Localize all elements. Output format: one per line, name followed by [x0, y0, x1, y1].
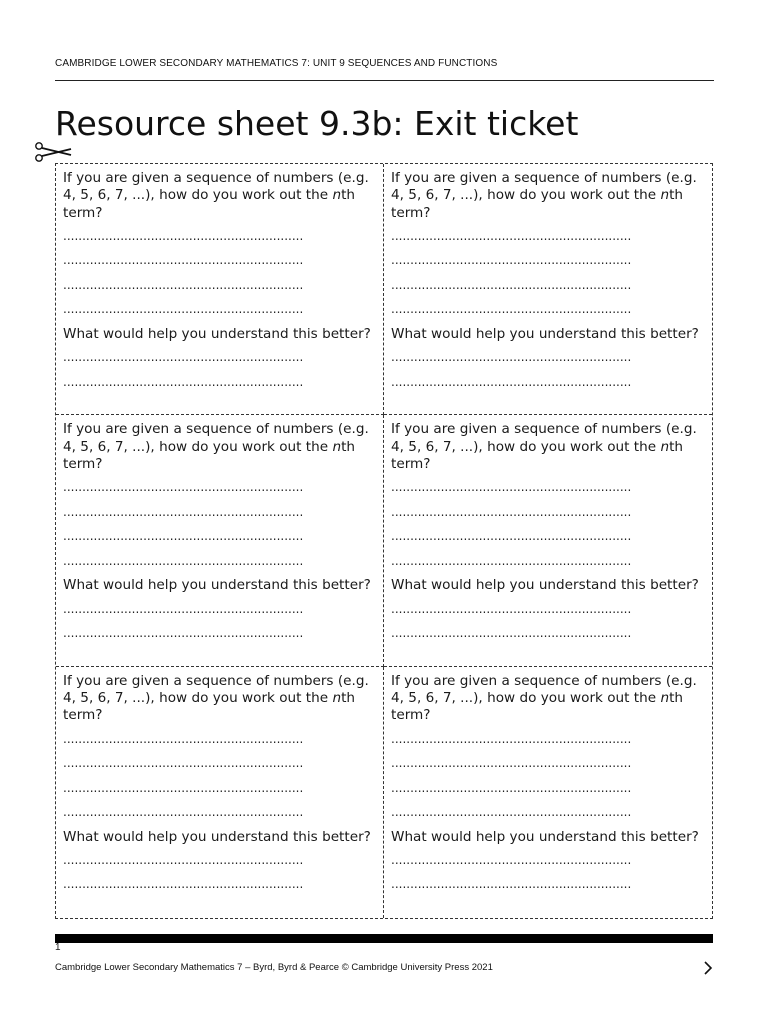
- page-title: Resource sheet 9.3b: Exit ticket: [55, 104, 579, 143]
- scissors-icon: [33, 140, 73, 164]
- exit-ticket: [384, 667, 712, 918]
- answer-line[interactable]: ...............................................................: [391, 350, 632, 365]
- exit-ticket: [384, 164, 712, 415]
- answer-line[interactable]: ...............................................................: [63, 626, 304, 641]
- page-corner-chevron-icon: [702, 960, 714, 976]
- help-question: What would help you understand this better?: [391, 577, 699, 594]
- answer-line[interactable]: ...............................................................: [63, 601, 304, 616]
- answer-line[interactable]: ...............................................................: [63, 228, 304, 243]
- answer-line[interactable]: ...............................................................: [391, 529, 632, 544]
- answer-line[interactable]: ...............................................................: [391, 756, 632, 771]
- answer-line[interactable]: ...............................................................: [391, 253, 632, 268]
- sequence-question: If you are given a sequence of numbers (e.g. 4, 5, 6, 7, ...), how do you work out the nth term?: [63, 421, 369, 472]
- sequence-question: If you are given a sequence of numbers (e.g. 4, 5, 6, 7, ...), how do you work out the nth term?: [391, 170, 697, 221]
- answer-line[interactable]: ...............................................................: [391, 302, 632, 317]
- footer-credit: Cambridge Lower Secondary Mathematics 7 – Byrd, Byrd & Pearce © Cambridge University Press 2021: [55, 962, 493, 973]
- header-rule: [55, 80, 714, 81]
- sequence-question: If you are given a sequence of numbers (e.g. 4, 5, 6, 7, ...), how do you work out the nth term?: [391, 421, 697, 472]
- answer-line[interactable]: ...............................................................: [63, 302, 304, 317]
- exit-ticket: [56, 164, 384, 415]
- footer-bar: [55, 934, 713, 943]
- answer-line[interactable]: ...............................................................: [391, 626, 632, 641]
- answer-line[interactable]: ...............................................................: [63, 350, 304, 365]
- exit-ticket-grid: [55, 163, 713, 919]
- answer-line[interactable]: ...............................................................: [391, 805, 632, 820]
- exit-ticket: [56, 667, 384, 918]
- answer-line[interactable]: ...............................................................: [63, 731, 304, 746]
- help-question: What would help you understand this better?: [391, 325, 699, 342]
- answer-line[interactable]: ...............................................................: [63, 374, 304, 389]
- help-question: What would help you understand this better?: [63, 828, 371, 845]
- sequence-question: If you are given a sequence of numbers (e.g. 4, 5, 6, 7, ...), how do you work out the nth term?: [63, 672, 369, 724]
- answer-line[interactable]: ...............................................................: [391, 877, 632, 892]
- answer-line[interactable]: ...............................................................: [391, 731, 632, 746]
- page-number: 1: [55, 942, 61, 953]
- answer-line[interactable]: ...............................................................: [63, 780, 304, 795]
- answer-line[interactable]: ...............................................................: [63, 529, 304, 544]
- answer-line[interactable]: ...............................................................: [391, 277, 632, 292]
- help-question: What would help you understand this better?: [391, 828, 699, 845]
- help-question: What would help you understand this better?: [63, 325, 371, 342]
- answer-line[interactable]: ...............................................................: [63, 877, 304, 892]
- answer-line[interactable]: ...............................................................: [391, 601, 632, 616]
- answer-line[interactable]: ...............................................................: [391, 553, 632, 568]
- answer-line[interactable]: ...............................................................: [391, 228, 632, 243]
- answer-line[interactable]: ...............................................................: [391, 480, 632, 495]
- help-question: What would help you understand this better?: [63, 577, 371, 594]
- answer-line[interactable]: ...............................................................: [63, 553, 304, 568]
- answer-line[interactable]: ...............................................................: [391, 852, 632, 867]
- exit-ticket: [56, 415, 384, 666]
- sequence-question: If you are given a sequence of numbers (e.g. 4, 5, 6, 7, ...), how do you work out the nth term?: [391, 672, 697, 724]
- answer-line[interactable]: ...............................................................: [391, 780, 632, 795]
- answer-line[interactable]: ...............................................................: [63, 480, 304, 495]
- answer-line[interactable]: ...............................................................: [63, 277, 304, 292]
- exit-ticket: [384, 415, 712, 666]
- answer-line[interactable]: ...............................................................: [63, 253, 304, 268]
- sequence-question: If you are given a sequence of numbers (e.g. 4, 5, 6, 7, ...), how do you work out the nth term?: [63, 170, 369, 221]
- answer-line[interactable]: ...............................................................: [63, 805, 304, 820]
- answer-line[interactable]: ...............................................................: [391, 374, 632, 389]
- answer-line[interactable]: ...............................................................: [391, 504, 632, 519]
- running-header: CAMBRIDGE LOWER SECONDARY MATHEMATICS 7: UNIT 9 SEQUENCES AND FUNCTIONS: [55, 58, 498, 69]
- answer-line[interactable]: ...............................................................: [63, 756, 304, 771]
- answer-line[interactable]: ...............................................................: [63, 852, 304, 867]
- answer-line[interactable]: ...............................................................: [63, 504, 304, 519]
